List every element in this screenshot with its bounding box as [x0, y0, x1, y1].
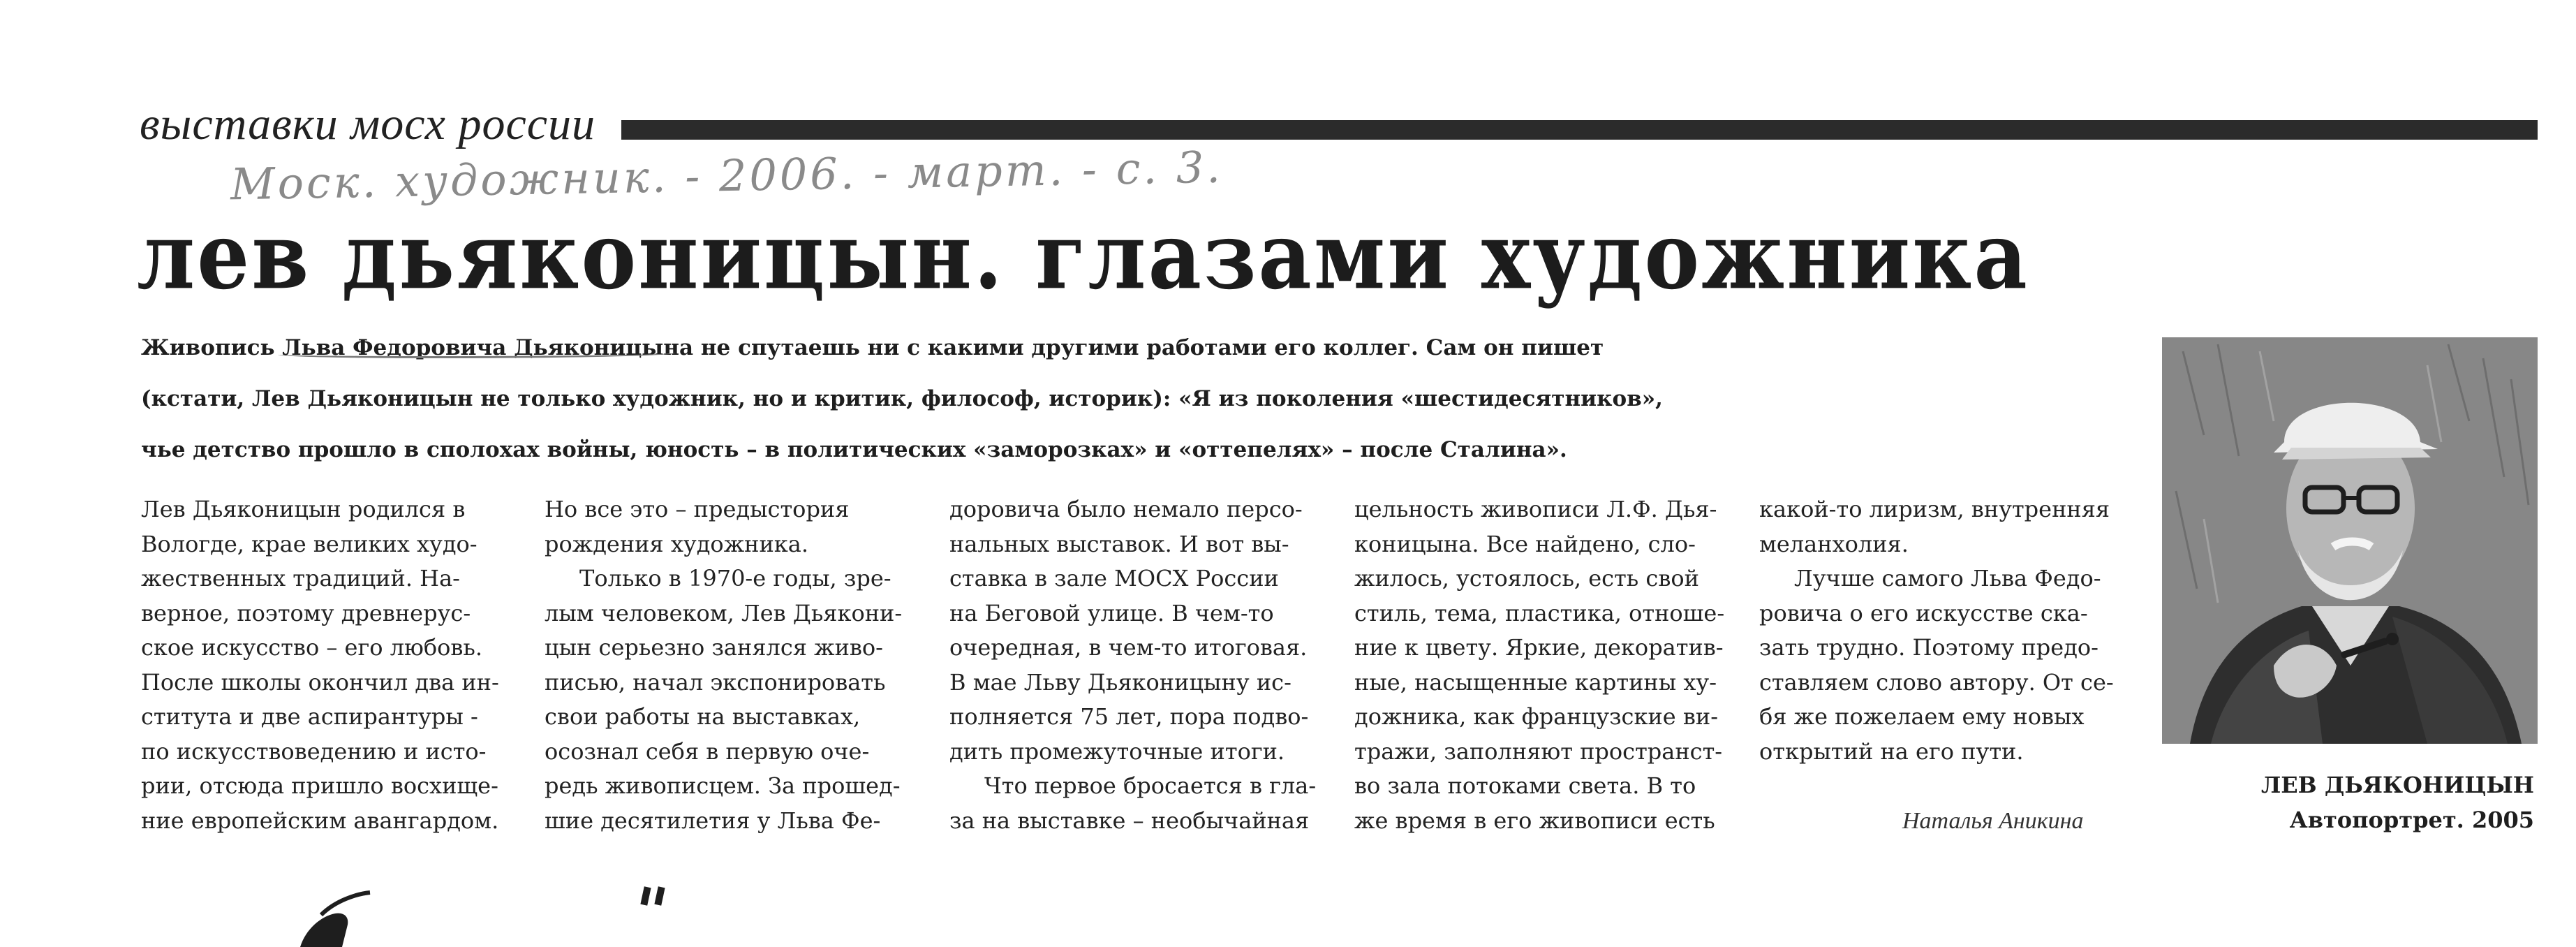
- text-line: же время в его живописи есть: [1354, 807, 1715, 834]
- lead-line: чье детство прошло в сполохах войны, юность – в политических «заморозках» и «оттепелях» – после Сталина».: [141, 437, 1567, 462]
- text-line: коницына. Все найдено, сло-: [1354, 530, 1696, 557]
- text-line: верное, поэтому древнерус-: [141, 599, 471, 626]
- next-article-fragment: [293, 873, 684, 947]
- text-line: рии, отсюда пришло восхище-: [141, 772, 498, 799]
- text-column-1: [141, 492, 532, 838]
- article-lead: [141, 323, 1677, 476]
- text-line: ставляем слово автору. От се-: [1759, 668, 2114, 696]
- text-line: стиль, тема, пластика, отноше-: [1354, 599, 1725, 626]
- text-line: ние европейским авангардом.: [141, 807, 499, 834]
- text-line: какой-то лиризм, внутренняя: [1759, 496, 2110, 522]
- text-line: ставка в зале МОСХ России: [949, 565, 1279, 592]
- text-line: осознал себя в первую оче-: [545, 737, 870, 765]
- text-line: редь живописцем. За прошед-: [545, 772, 901, 799]
- text-line: цын серьезно занялся живо-: [545, 634, 883, 661]
- text-line: рождения художника.: [545, 530, 809, 557]
- text-line: жественных традиций. На-: [141, 565, 460, 592]
- text-line: за на выставке – необычайная: [949, 807, 1310, 834]
- text-line: Лев Дьяконицын родился в: [141, 496, 466, 522]
- text-line: дить промежуточные итоги.: [949, 737, 1285, 765]
- lead-line: (кстати, Лев Дьяконицын не только художник, но и критик, философ, историк): «Я из поколения «шестидесятников»,: [141, 386, 1663, 411]
- text-line: нальных выставок. И вот вы-: [949, 530, 1289, 557]
- text-line: во зала потоками света. В то: [1354, 772, 1696, 799]
- text-column-5: [1759, 492, 2150, 769]
- text-line: полняется 75 лет, пора подво-: [949, 703, 1309, 730]
- text-line: ское искусство – его любовь.: [141, 634, 483, 661]
- handwritten-citation-note: Моск. художник. - 2006. - март. - с. 3.: [230, 141, 1224, 210]
- text-line: Что первое бросается в гла-: [984, 772, 1317, 799]
- text-line: доровича было немало персо-: [949, 496, 1303, 522]
- text-line: тражи, заполняют пространст-: [1354, 737, 1723, 765]
- text-column-4: [1354, 492, 1745, 838]
- text-line: лым человеком, Лев Дьякони-: [545, 599, 903, 626]
- text-line: свои работы на выставках,: [545, 703, 861, 730]
- text-line: ровича о его искусстве ска-: [1759, 599, 2088, 626]
- text-line: писью, начал экспонировать: [545, 668, 886, 696]
- article-headline: лев дьяконицын. глазами художника: [137, 201, 2029, 310]
- text-line: зать трудно. Поэтому предо-: [1759, 634, 2098, 661]
- text-line: бя же пожелаем ему новых: [1759, 703, 2085, 730]
- text-line: Лучше самого Льва Федо-: [1794, 565, 2101, 592]
- section-rubric: выставки мосх россии: [140, 98, 596, 149]
- author-signature: Наталья Аникина: [1902, 808, 2084, 834]
- text-line: меланхолия.: [1759, 530, 1909, 557]
- text-column-2: [545, 492, 935, 838]
- text-line: по искусствоведению и исто-: [141, 737, 487, 765]
- text-line: ние к цвету. Яркие, декоратив-: [1354, 634, 1724, 661]
- lead-line: Живопись Льва Федоровича Дьяконицына не спутаешь ни с какими другими работами его коллег. Сам он пишет: [141, 335, 1604, 360]
- text-line: Но все это – предыстория: [545, 496, 850, 522]
- text-column-3: [949, 492, 1340, 838]
- text-line: ститута и две аспирантуры -: [141, 703, 478, 730]
- portrait-caption-name: ЛЕВ ДЬЯКОНИЦЫН: [2260, 772, 2534, 798]
- text-line: на Беговой улице. В чем-то: [949, 599, 1274, 626]
- text-line: жилось, устоялось, есть свой: [1354, 565, 1699, 592]
- text-line: очередная, в чем-то итоговая.: [949, 634, 1308, 661]
- text-line: ные, насыщенные картины ху-: [1354, 668, 1717, 696]
- portrait-caption-subtitle: Автопортрет. 2005: [2289, 807, 2534, 833]
- self-portrait-image: [2162, 337, 2538, 744]
- text-line: цельность живописи Л.Ф. Дья-: [1354, 496, 1717, 522]
- text-line: шие десятилетия у Льва Фе-: [545, 807, 881, 834]
- text-line: После школы окончил два ин-: [141, 668, 499, 696]
- text-line: дожника, как французские ви-: [1354, 703, 1719, 730]
- text-line: Только в 1970-е годы, зре-: [579, 565, 891, 592]
- text-line: Вологде, крае великих худо-: [141, 530, 478, 557]
- section-rule: [621, 120, 2538, 140]
- text-line: В мае Льву Дьяконицыну ис-: [949, 668, 1291, 696]
- text-line: открытий на его пути.: [1759, 737, 2024, 765]
